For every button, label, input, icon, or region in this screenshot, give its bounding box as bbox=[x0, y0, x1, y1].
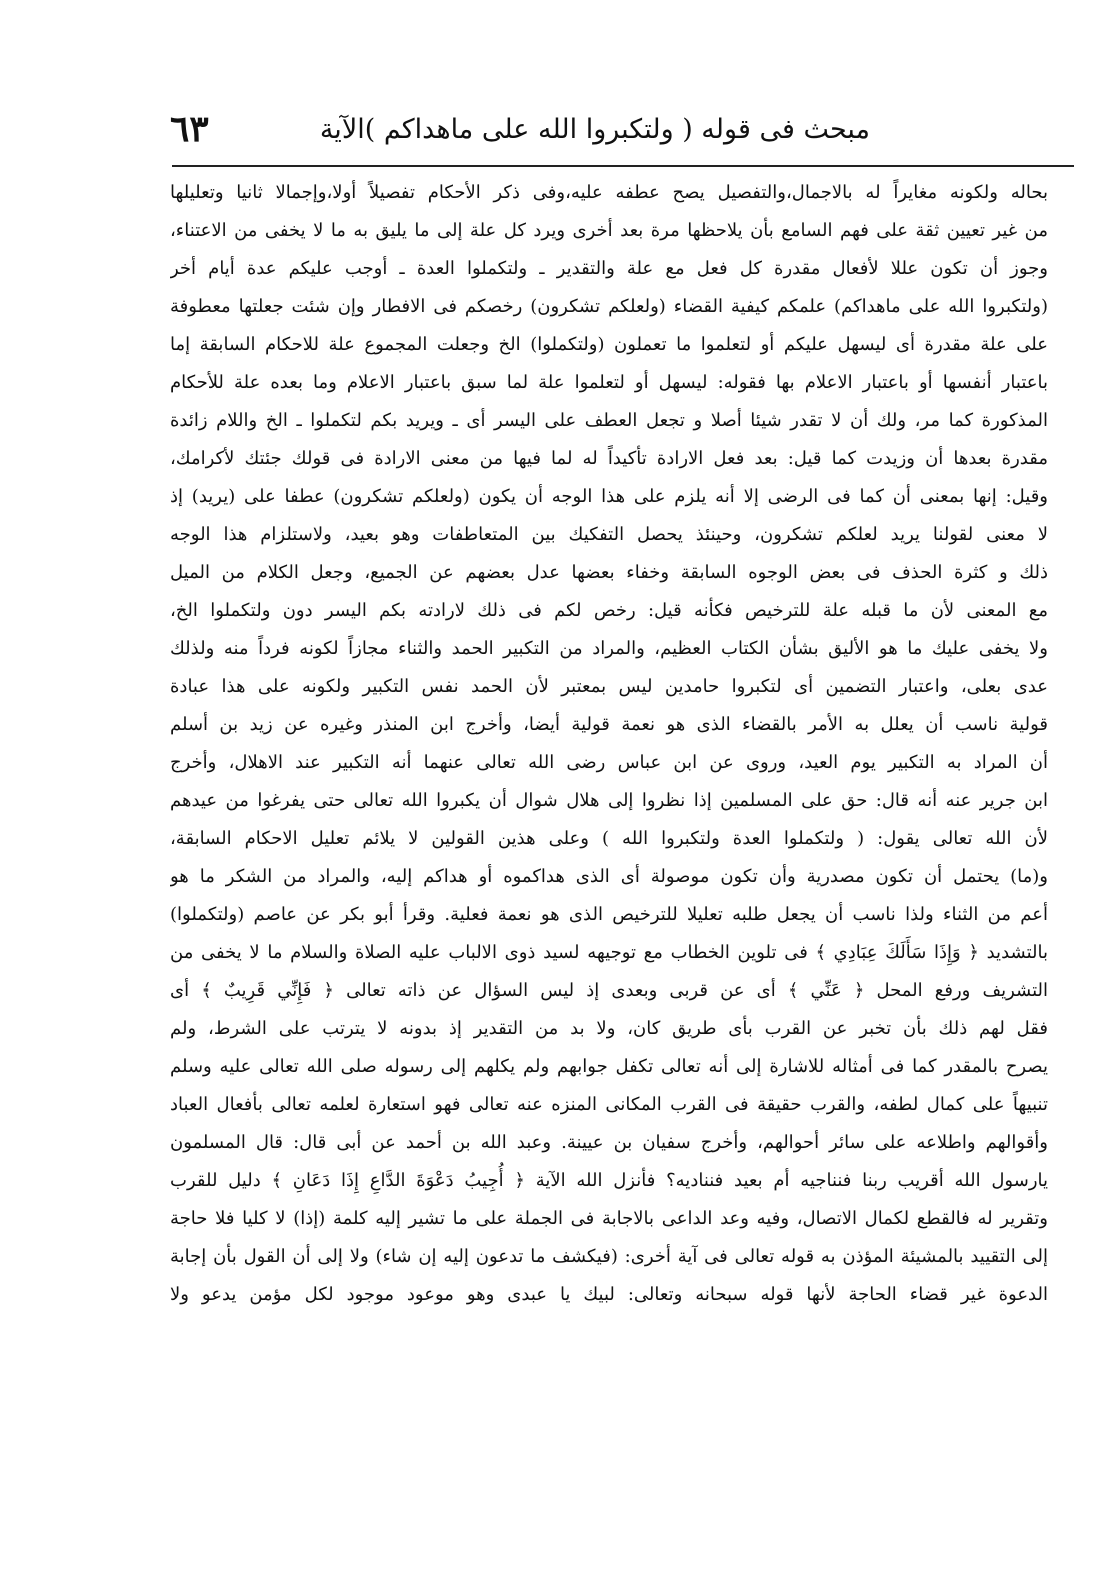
header-rule bbox=[172, 165, 1074, 167]
text-line: وجوز أن تكون عللا لأفعال مقدرة كل فعل مع علة والتقدير ـ ولتكملوا العدة ـ أوجب عليكم عدة أيام أخر bbox=[170, 258, 1048, 279]
page-header bbox=[170, 108, 1050, 158]
text-line: عدى بعلى، واعتبار التضمين أى لتكبروا حامدين ليس بمعتبر لأن الحمد نفس التكبير ولكونه على هذا عبادة bbox=[170, 676, 1048, 697]
text-line: ذلك و كثرة الحذف فى بعض الوجوه السابقة وخفاء بعضها عدل بعضهم عن الجميع، وجعل الكلام من الميل bbox=[170, 562, 1048, 583]
text-line: مقدرة بعدها أن وزيدت كما قيل: بعد فعل الارادة تأكيداً له لما فيها من معنى الارادة فى قولك جئتك لأكرامك، bbox=[170, 448, 1048, 469]
text-line: و(ما) يحتمل أن تكون مصدرية وأن تكون موصولة أى الذى هداكموه أو هداكم إليه، والمراد من الشكر ما هو bbox=[170, 866, 1048, 887]
page-number: ٦٣ bbox=[170, 108, 209, 150]
text-line: بحاله ولكونه مغايراً له بالاجمال،والتفصيل يصح عطفه عليه،وفى ذكر الأحكام تفصيلاً أولا،وإجمالا ثانيا وتعليلها bbox=[170, 182, 1048, 203]
text-line: على علة مقدرة أى ليسهل عليكم أو لتعلموا ما تعملون (ولتكملوا) الخ وجعلت المجموع علة للاحكام السابقة إما bbox=[170, 334, 1048, 355]
body-text bbox=[170, 174, 1048, 1314]
text-line: بالتشديد ﴿ وَإِذَا سَأَلَكَ عِبَادِي ﴾ فى تلوين الخطاب مع توجيهه لسيد ذوى الالباب عليه الصلاة والسلام ما لا يخفى من bbox=[170, 942, 1048, 963]
text-line: أن المراد به التكبير يوم العيد، وروى عن ابن عباس رضى الله تعالى عنهما أنه التكبير عند الاهلال، وأخرج bbox=[170, 752, 1048, 773]
text-line: مع المعنى لأن ما قبله علة للترخيص فكأنه قيل: رخص لكم فى ذلك لارادته بكم اليسر دون ولتكملوا الخ، bbox=[170, 600, 1048, 621]
text-line: الدعوة غير قضاء الحاجة لأنها قوله سبحانه وتعالى: لبيك يا عبدى وهو موعود موجود لكل مؤمن يدعو ولا bbox=[170, 1284, 1048, 1305]
text-line: ابن جرير عنه أنه قال: حق على المسلمين إذا نظروا إلى هلال شوال أن يكبروا الله تعالى حتى يفرغوا من عيدهم bbox=[170, 790, 1048, 811]
text-line: يصرح بالمقدر كما فى أمثاله للاشارة إلى أنه تعالى تكفل جوابهم ولم يكلهم إلى رسوله صلى الله تعالى عليه وسلم bbox=[170, 1056, 1048, 1077]
text-line: فقل لهم ذلك بأن تخبر عن القرب بأى طريق كان، ولا بد من التقدير إذ بدونه لا يترتب على الشرط، ولم bbox=[170, 1018, 1048, 1039]
text-line: ولا يخفى عليك ما هو الأليق بشأن الكتاب العظيم، والمراد من التكبير الحمد والثناء مجازاً لكونه فرداً منه ولذلك bbox=[170, 638, 1048, 659]
text-line: تنبيهاً على كمال لطفه، والقرب حقيقة فى القرب المكانى المنزه عنه تعالى فهو استعارة لعلمه تعالى بأفعال العباد bbox=[170, 1094, 1048, 1115]
text-line: إلى التقييد بالمشيئة المؤذن به قوله تعالى فى آية أخرى: (فيكشف ما تدعون إليه إن شاء) ولا إلى أن القول بأن إجابة bbox=[170, 1246, 1048, 1267]
text-line: لأن الله تعالى يقول: ( ولتكملوا العدة ولتكبروا الله ) وعلى هذين القولين لا يلائم تعليل الاحكام السابقة، bbox=[170, 828, 1048, 849]
text-line: باعتبار أنفسها أو باعتبار الاعلام بها فقوله: ليسهل أو لتعلموا علة لما سبق باعتبار الاعلام وما بعده علة للأحكام bbox=[170, 372, 1048, 393]
text-line: من غير تعيين ثقة على فهم السامع بأن يلاحظها مرة بعد أخرى ويرد كل علة إلى ما يليق به ما لا يخفى من الاعتناء، bbox=[170, 220, 1048, 241]
text-line: وقيل: إنها بمعنى أن كما فى الرضى إلا أنه يلزم على هذا الوجه أن يكون (ولعلكم تشكرون) عطفا على (يريد) إذ bbox=[170, 486, 1048, 507]
text-line: أعم من الثناء ولذا ناسب أن يجعل طلبه تعليلا للترخيص الذى هو نعمة فعلية. وقرأ أبو بكر عن عاصم (ولتكملوا) bbox=[170, 904, 1048, 925]
text-line: يارسول الله أقريب ربنا فنناجيه أم بعيد فنناديه؟ فأنزل الله الآية ﴿ أُجِيبُ دَعْوَةَ الدَّاعِ إِذَا دَعَانِ ﴾ دليل للقرب bbox=[170, 1170, 1048, 1191]
text-line: وتقرير له فالقطع لكمال الاتصال، وفيه وعد الداعى بالاجابة فى الجملة على ما تشير إليه كلمة (إذا) لا كليا فلا حاجة bbox=[170, 1208, 1048, 1229]
text-line: التشريف ورفع المحل ﴿ عَنِّي ﴾ أى عن قربى وبعدى إذ ليس السؤال عن ذاته تعالى ﴿ فَإِنِّي قَرِيبٌ ﴾ أى bbox=[170, 980, 1048, 1001]
text-line: (ولتكبروا الله على ماهداكم) علمكم كيفية القضاء (ولعلكم تشكرون) رخصكم فى الافطار وإن شئت جعلتها معطوفة bbox=[170, 296, 1048, 317]
text-line: وأقوالهم واطلاعه على سائر أحوالهم، وأخرج سفيان بن عيينة. وعبد الله بن أحمد عن أبى قال: قال المسلمون bbox=[170, 1132, 1048, 1153]
running-title: مبحث فى قوله ( ولتكبروا الله على ماهداكم )الآية bbox=[319, 114, 870, 145]
text-line: المذكورة كما مر، ولك أن لا تقدر شيئا أصلا و تجعل العطف على اليسر أى ـ ويريد بكم لتكملوا ـ الخ واللام زائدة bbox=[170, 410, 1048, 431]
text-line: لا معنى لقولنا يريد لعلكم تشكرون، وحينئذ يحصل التفكيك بين المتعاطفات وهو بعيد، ولاستلزام هذا الوجه bbox=[170, 524, 1048, 545]
text-line: قولية ناسب أن يعلل به الأمر بالقضاء الذى هو نعمة قولية أيضا، وأخرج ابن المنذر وغيره عن زيد بن أسلم bbox=[170, 714, 1048, 735]
